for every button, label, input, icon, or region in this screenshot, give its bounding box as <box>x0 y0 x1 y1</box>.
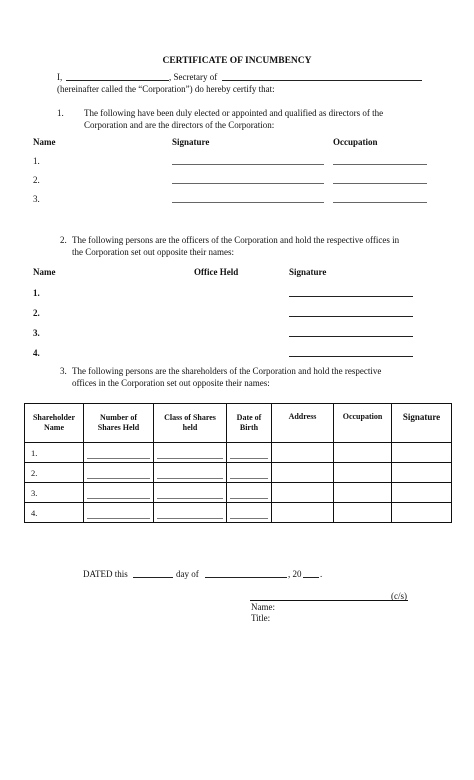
officers-office-header: Office Held <box>194 267 239 277</box>
share-class-cell[interactable] <box>154 463 227 483</box>
director-row-number: 3. <box>33 194 40 204</box>
document-title: CERTIFICATE OF INCUMBENCY <box>162 56 312 66</box>
section3-number: 3. <box>60 366 67 376</box>
officer-row-number: 1. <box>33 288 40 298</box>
signer-name-label: Name: <box>251 602 275 612</box>
address-cell[interactable] <box>272 463 334 483</box>
dated-year-prefix: , 20 <box>288 569 302 579</box>
share-class-cell[interactable] <box>154 483 227 503</box>
occupation-cell[interactable] <box>334 463 392 483</box>
directors-occupation-header: Occupation <box>333 137 378 147</box>
shares-held-cell[interactable] <box>84 503 154 523</box>
share-class-cell[interactable] <box>154 503 227 523</box>
section3-text-line2: offices in the Corporation set out opposite their names: <box>72 378 270 388</box>
date-of-birth-header: Date of Birth <box>227 404 272 443</box>
row-number-cell: 1. <box>25 443 84 463</box>
directors-name-header: Name <box>33 137 56 147</box>
director-signature-line[interactable] <box>172 202 324 203</box>
shares-held-cell[interactable] <box>84 443 154 463</box>
shareholder-name-header: Shareholder Name <box>25 404 84 443</box>
signature-header: Signature <box>392 404 452 443</box>
officer-row-number: 3. <box>33 328 40 338</box>
section3-text-line1: The following persons are the shareholders of the Corporation and hold the respective <box>72 366 382 376</box>
occupation-cell[interactable] <box>334 483 392 503</box>
date-of-birth-cell[interactable] <box>227 463 272 483</box>
director-row-number: 2. <box>33 175 40 185</box>
directors-signature-header: Signature <box>172 137 210 147</box>
section1-text-line1: The following have been duly elected or appointed and qualified as directors of the <box>84 108 384 118</box>
officer-signature-line[interactable] <box>289 336 413 337</box>
dated-end: . <box>320 569 323 579</box>
shares-held-cell[interactable] <box>84 483 154 503</box>
section1-number: 1. <box>57 108 64 118</box>
address-header: Address <box>272 404 334 443</box>
share-class-cell[interactable] <box>154 443 227 463</box>
secretary-name-line[interactable] <box>66 80 169 81</box>
dated-year-line[interactable] <box>303 577 319 578</box>
corporation-name-line[interactable] <box>222 80 422 81</box>
director-row-number: 1. <box>33 156 40 166</box>
signature-cell[interactable] <box>392 483 452 503</box>
section2-number: 2. <box>60 235 67 245</box>
table-row <box>25 463 452 483</box>
officers-signature-header: Signature <box>289 267 327 277</box>
director-occupation-line[interactable] <box>333 164 427 165</box>
section2-text-line2: the Corporation set out opposite their names: <box>72 247 234 257</box>
signature-line[interactable] <box>250 600 408 601</box>
intro-line2: (hereinafter called the “Corporation”) do hereby certify that: <box>57 84 275 94</box>
date-of-birth-cell[interactable] <box>227 443 272 463</box>
table-row <box>25 443 452 463</box>
director-signature-line[interactable] <box>172 164 324 165</box>
signature-cell[interactable] <box>392 443 452 463</box>
date-of-birth-cell[interactable] <box>227 503 272 523</box>
share-class-header: Class of Shares held <box>154 404 227 443</box>
row-number-cell: 3. <box>25 483 84 503</box>
signature-cell[interactable] <box>392 503 452 523</box>
intro-mid: , Secretary of <box>169 72 218 82</box>
officer-signature-line[interactable] <box>289 356 413 357</box>
address-cell[interactable] <box>272 483 334 503</box>
section1-text-line2: Corporation and are the directors of the Corporation: <box>84 120 275 130</box>
occupation-cell[interactable] <box>334 443 392 463</box>
address-cell[interactable] <box>272 503 334 523</box>
officer-signature-line[interactable] <box>289 296 413 297</box>
officer-signature-line[interactable] <box>289 316 413 317</box>
occupation-cell[interactable] <box>334 503 392 523</box>
officers-name-header: Name <box>33 267 56 277</box>
table-row <box>25 483 452 503</box>
director-occupation-line[interactable] <box>333 183 427 184</box>
table-header-row <box>25 404 452 443</box>
shares-held-cell[interactable] <box>84 463 154 483</box>
director-occupation-line[interactable] <box>333 202 427 203</box>
corporate-seal-label: (c/s) <box>391 591 407 601</box>
signature-cell[interactable] <box>392 463 452 483</box>
occupation-header: Occupation <box>334 404 392 443</box>
shareholders-table <box>24 403 452 523</box>
shares-held-header: Number of Shares Held <box>84 404 154 443</box>
table-row <box>25 503 452 523</box>
signer-title-label: Title: <box>251 613 271 623</box>
officer-row-number: 2. <box>33 308 40 318</box>
row-number-cell: 2. <box>25 463 84 483</box>
intro-prefix: I, <box>57 72 63 82</box>
address-cell[interactable] <box>272 443 334 463</box>
director-signature-line[interactable] <box>172 183 324 184</box>
dated-day-line[interactable] <box>133 577 173 578</box>
date-of-birth-cell[interactable] <box>227 483 272 503</box>
officer-row-number: 4. <box>33 348 40 358</box>
row-number-cell: 4. <box>25 503 84 523</box>
dated-month-line[interactable] <box>205 577 287 578</box>
dated-prefix: DATED this <box>83 569 128 579</box>
dated-day-of: day of <box>176 569 199 579</box>
section2-text-line1: The following persons are the officers of the Corporation and hold the respective offices in <box>72 235 400 245</box>
